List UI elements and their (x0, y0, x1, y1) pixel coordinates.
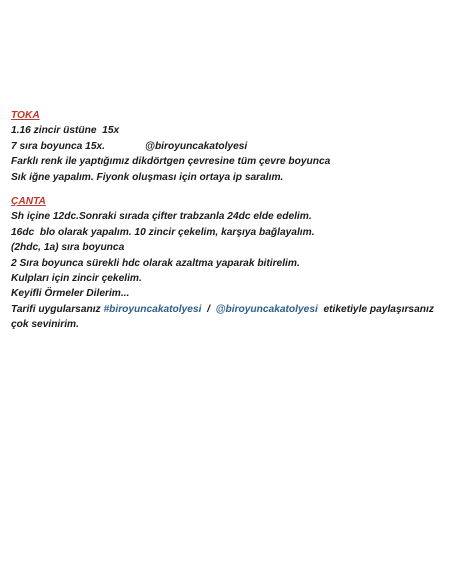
recipe-text (11, 108, 457, 332)
toka-line-2-handle: @biroyuncakatolyesi (145, 140, 248, 152)
toka-line-4: Sık iğne yapalım. Fiyonk oluşması için ortaya ip saralım. (11, 171, 284, 183)
hashtag-link[interactable]: #biroyuncakatolyesi (103, 303, 202, 315)
canta-line-7 (11, 302, 457, 317)
toka-line-2-text: 7 sıra boyunca 15x. (11, 140, 106, 152)
canta-line-2: 16dc blo olarak yapalım. 10 zincir çekelim, karşıya bağlayalım. (11, 226, 315, 238)
toka-heading: TOKA (11, 110, 40, 121)
canta-line-6: Keyifli Örmeler Dilerim... (11, 288, 130, 300)
canta-line-4: 2 Sıra boyunca sürekli hdc olarak azaltma yaparak bitirelim. (11, 257, 300, 269)
canta-heading-line (11, 194, 457, 209)
canta-line-3: (2hdc, 1a) sıra boyunca (11, 242, 125, 254)
toka-line-3: Farklı renk ile yaptığımız dikdörtgen çevresine tüm çevre boyunca (11, 156, 331, 168)
toka-line-1: 1.16 zincir üstüne 15x (11, 125, 120, 137)
canta-line-7-tail: etiketiyle paylaşırsanız (317, 303, 434, 315)
canta-line-8: çok sevinirim. (11, 319, 79, 331)
handle-link[interactable]: @biroyuncakatolyesi (215, 303, 318, 315)
canta-heading: ÇANTA (11, 195, 46, 207)
toka-line-2 (11, 139, 457, 154)
canta-line-7-text: Tarifi uygularsanız (11, 303, 104, 315)
canta-line-1: Sh içine 12dc.Sonraki sırada çifter trabzanla 24dc elde edelim. (11, 211, 312, 223)
canta-line-5: Kulpları için zincir çekelim. (11, 272, 142, 284)
toka-heading-line (11, 108, 457, 123)
separator-text: / (201, 303, 216, 315)
